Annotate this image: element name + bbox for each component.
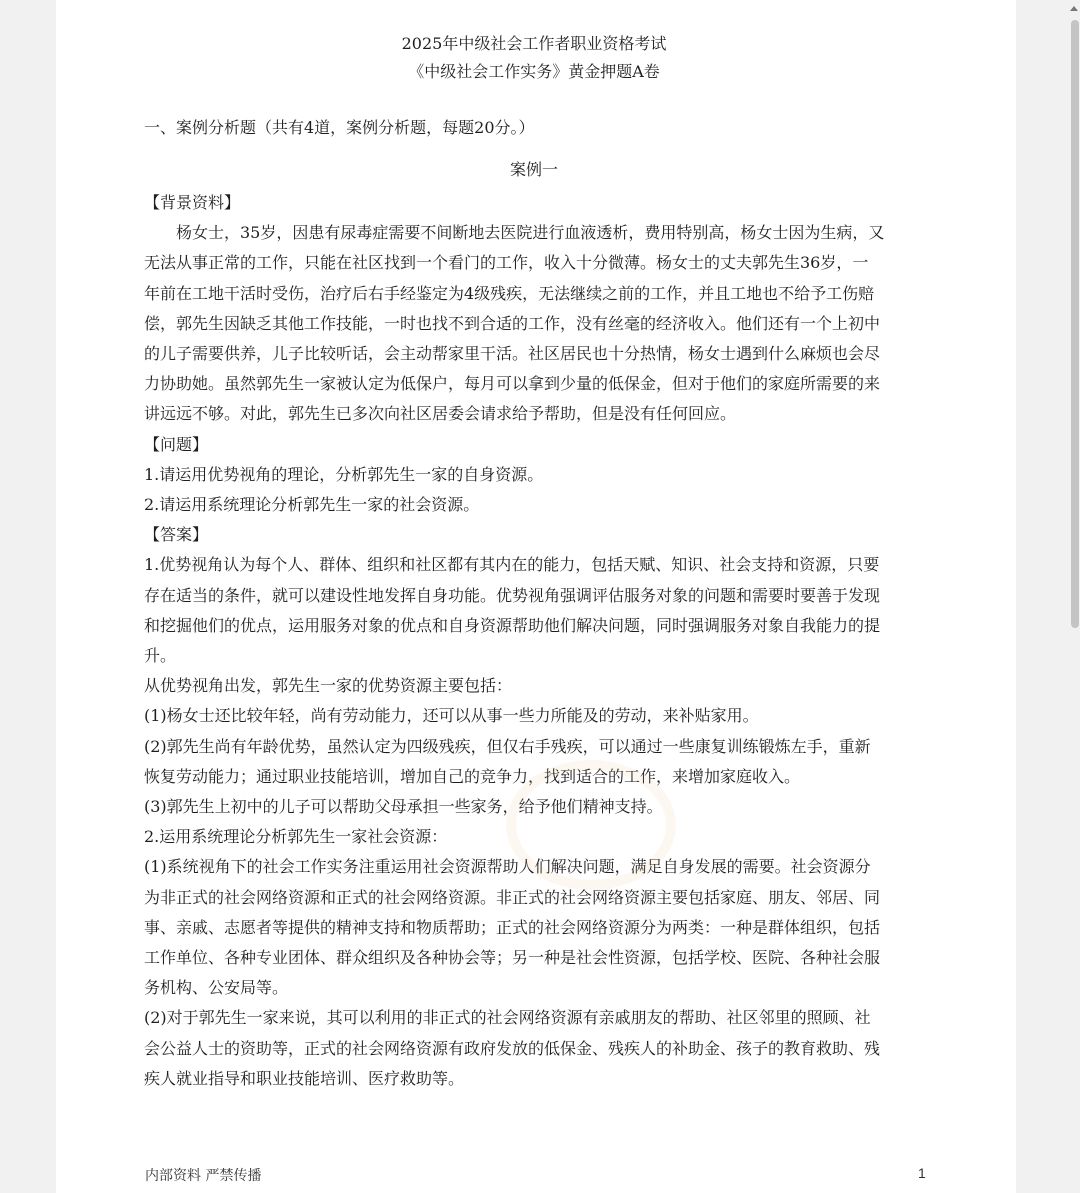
document-title-line-2: 《中级社会工作实务》黄金押题A卷 — [408, 62, 660, 81]
page-number: 1 — [918, 1165, 926, 1181]
body-line: 务机构、公安局等。 — [144, 978, 289, 998]
body-line: 1.优势视角认为每个人、群体、组织和社区都有其内在的能力，包括天赋、知识、社会支持和资源，只要 — [144, 555, 880, 575]
body-line: (1)系统视角下的社会工作实务注重运用社会资源帮助人们解决问题，满足自身发展的需要。社会资源分 — [144, 857, 871, 877]
body-line: 疾人就业指导和职业技能培训、医疗救助等。 — [144, 1068, 465, 1088]
body-line: 年前在工地干活时受伤，治疗后右手经鉴定为4级残疾，无法继续之前的工作，并且工地也不给予工伤赔 — [144, 283, 875, 303]
body-line: 工作单位、各种专业团体、群众组织及各种协会等；另一种是社会性资源，包括学校、医院、各种社会服 — [144, 948, 881, 968]
scroll-up-arrow-icon[interactable] — [1070, 6, 1078, 11]
body-line: 【答案】 — [144, 525, 209, 545]
body-line: 存在适当的条件，就可以建设性地发挥自身功能。优势视角强调评估服务对象的问题和需要时要善于发现 — [144, 585, 881, 605]
body-line: 2.运用系统理论分析郭先生一家社会资源： — [144, 827, 448, 847]
body-line: (3)郭先生上初中的儿子可以帮助父母承担一些家务，给予他们精神支持。 — [144, 797, 663, 817]
body-line: 【背景资料】 — [144, 193, 241, 212]
body-line: 杨女士，35岁，因患有尿毒症需要不间断地去医院进行血液透析，费用特别高，杨女士因为生病，又 — [176, 223, 885, 243]
case-title: 案例一 — [509, 160, 558, 179]
body-line: 升。 — [144, 646, 177, 666]
body-line: 无法从事正常的工作，只能在社区找到一个看门的工作，收入十分微薄。杨女士的丈夫郭先生36岁，一 — [144, 253, 869, 273]
body-line: (2)对于郭先生一家来说，其可以利用的非正式的社会网络资源有亲戚朋友的帮助、社区邻里的照顾、社 — [144, 1008, 871, 1028]
body-line: 从优势视角出发，郭先生一家的优势资源主要包括： — [144, 676, 513, 696]
document-body — [144, 188, 924, 1094]
body-line: 讲远远不够。对此，郭先生已多次向社区居委会请求给予帮助，但是没有任何回应。 — [144, 404, 737, 424]
document-content — [144, 30, 924, 1088]
body-line: 会公益人士的资助等，正式的社会网络资源有政府发放的低保金、残疾人的补助金、孩子的教育救助、残 — [144, 1038, 881, 1058]
body-line: 1.请运用优势视角的理论，分析郭先生一家的自身资源。 — [144, 464, 544, 484]
body-line: 的儿子需要供养，儿子比较听话，会主动帮家里干活。社区居民也十分热情，杨女士遇到什么麻烦也会尽 — [144, 344, 881, 364]
body-line: 事、亲戚、志愿者等提供的精神支持和物质帮助；正式的社会网络资源分为两类：一种是群体组织，包括 — [144, 917, 881, 937]
body-line: (1)杨女士还比较年轻，尚有劳动能力，还可以从事一些力所能及的劳动，来补贴家用。 — [144, 706, 759, 726]
footer-notice: 内部资料 严禁传播 — [145, 1168, 262, 1184]
document-page — [56, 0, 1016, 1193]
body-line: 【问题】 — [144, 434, 209, 454]
scrollbar-thumb[interactable] — [1071, 20, 1079, 628]
body-line: 恢复劳动能力；通过职业技能培训，增加自己的竞争力，找到适合的工作，来增加家庭收入。 — [144, 766, 801, 786]
body-line: 2.请运用系统理论分析郭先生一家的社会资源。 — [144, 495, 480, 515]
body-line: 为非正式的社会网络资源和正式的社会网络资源。非正式的社会网络资源主要包括家庭、朋友、邻居、同 — [144, 887, 881, 907]
body-line: 力协助她。虽然郭先生一家被认定为低保户，每月可以拿到少量的低保金，但对于他们的家庭所需要的来 — [144, 374, 881, 394]
watermark-logo — [506, 760, 676, 890]
section-heading: 一、案例分析题（共有4道，案例分析题，每题20分。） — [144, 118, 535, 137]
body-line: (2)郭先生尚有年龄优势，虽然认定为四级残疾，但仅右手残疾，可以通过一些康复训练锻炼左手，重新 — [144, 736, 871, 756]
document-title-line-1: 2025年中级社会工作者职业资格考试 — [401, 34, 667, 53]
body-line: 和挖掘他们的优点，运用服务对象的优点和自身资源帮助他们解决问题，同时强调服务对象自我能力的提 — [144, 615, 881, 635]
body-line: 偿，郭先生因缺乏其他工作技能，一时也找不到合适的工作，没有丝毫的经济收入。他们还有一个上初中 — [144, 313, 881, 333]
